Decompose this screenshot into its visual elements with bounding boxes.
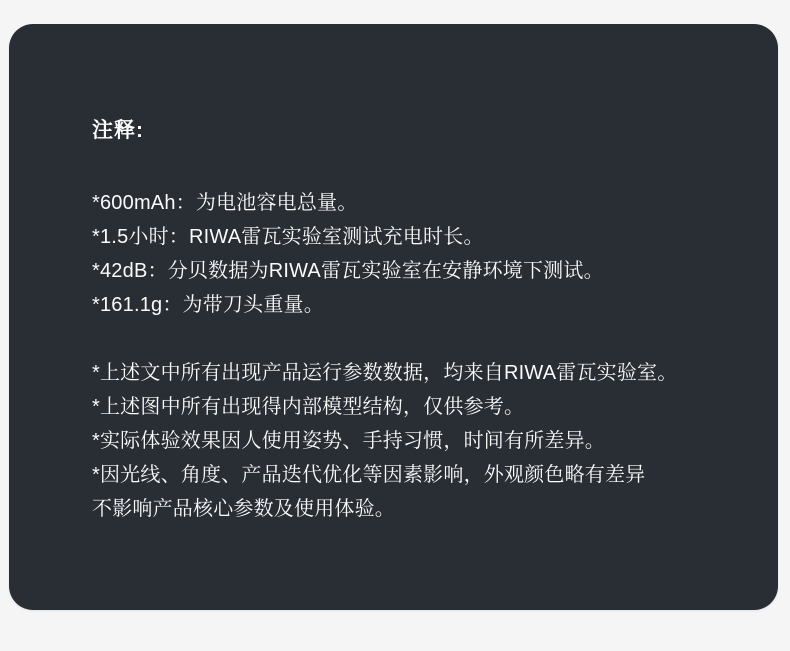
notes-heading: 注释: bbox=[92, 119, 144, 142]
note-line: *600mAh：为电池容电总量。 bbox=[92, 192, 358, 214]
spec-notes-block bbox=[92, 186, 730, 322]
note-line: *因光线、角度、产品迭代优化等因素影响，外观颜色略有差异 bbox=[92, 464, 646, 486]
note-line: *上述图中所有出现得内部模型结构，仅供参考。 bbox=[92, 396, 525, 418]
note-line: *实际体验效果因人使用姿势、手持习惯，时间有所差异。 bbox=[92, 430, 605, 452]
note-line: *上述文中所有出现产品运行参数数据，均来自RIWA雷瓦实验室。 bbox=[92, 362, 678, 384]
note-line: *1.5小时：RIWA雷瓦实验室测试充电时长。 bbox=[92, 226, 484, 248]
note-line: *161.1g：为带刀头重量。 bbox=[92, 294, 324, 316]
note-line: *42dB：分贝数据为RIWA雷瓦实验室在安静环境下测试。 bbox=[92, 260, 604, 282]
notes-panel bbox=[9, 24, 778, 610]
note-line: 不影响产品核心参数及使用体验。 bbox=[92, 498, 395, 520]
disclaimer-notes-block bbox=[92, 356, 730, 526]
